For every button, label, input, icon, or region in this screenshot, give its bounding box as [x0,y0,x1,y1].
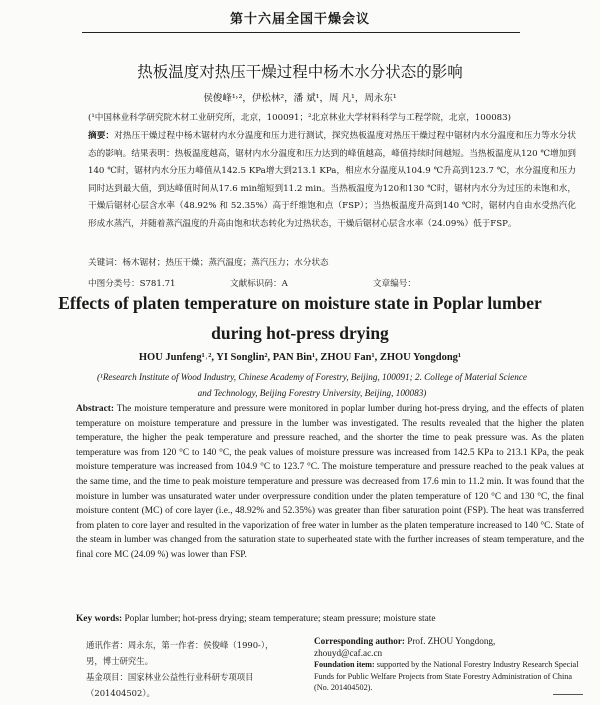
english-keywords-text: Poplar lumber; hot-press drying; steam temperature; steam pressure; moisture state [122,614,436,624]
footnote-line4: （201404502）。 [86,688,155,698]
english-title-line2: during hot-press drying [211,323,389,343]
document-code: 文献标识码：A [230,279,288,289]
running-header: 第十六届全国干燥会议 [229,12,370,27]
foundation-label: Foundation item: [314,660,375,670]
header-rule [82,32,520,33]
chinese-title: 热板温度对热压干燥过程中杨木水分状态的影响 [137,63,463,81]
footnote-line2: 男，博士研究生。 [86,656,153,666]
footnote-english [314,636,584,694]
chinese-abstract-label: 摘要： [88,131,115,141]
english-abstract [76,402,584,563]
classification-number: 中图分类号：S781.71 [88,279,176,289]
page-corner-mark [553,694,583,695]
chinese-abstract-text: 对热压干燥过程中杨木锯材内水分温度和压力进行测试，探究热板温度对热压干燥过程中锯材内水分温度和压力等水分状态的影响。结果表明：热板温度越高，锯材内水分温度和压力达到的峰值越高，峰值持续时间越短。当热板温度从120 ℃增加到140 ℃时，锯材内水分压力峰值从142.5 KPa增大到213.1 KPa，相应水分温度从104.9 ℃升高到123.7 ℃，水分温度和压力同时达到最大值，到达峰值时间从17.6 min缩短到11.2 min。当热板温度为120和130 ℃时，锯材内水分为过压的未饱和水，干燥后锯材心层含水率（48.92% 和 52.35%）高于纤维饱和点（FSP）；当热板温度升高到140 ℃时，锯材内自由水受热汽化形成水蒸汽，并随着蒸汽温度的升高由饱和状态转化为过热状态，干燥后锯材心层含水率（24.09%）低于FSP。 [88,131,576,229]
article-number: 文章编号： [373,279,416,289]
chinese-keywords: 关键词：杨木锯材；热压干燥；蒸汽温度；蒸汽压力；水分状态 [88,258,329,268]
english-keywords [76,614,584,624]
english-title-line1: Effects of platen temperature on moisture state in Poplar lumber [58,293,542,313]
corresponding-text: Prof. ZHOU Yongdong, [404,636,496,646]
chinese-abstract [88,128,576,234]
footnote-line1: 通讯作者：周永东，第一作者：侯俊峰（1990-）， [86,640,274,650]
foundation-block [314,660,578,692]
english-keywords-label: Key words: [76,614,123,624]
english-abstract-label: Abstract: [76,404,115,414]
corresponding-label: Corresponding author: [314,636,405,646]
corresponding-email[interactable]: zhouyd@caf.ac.cn [314,647,383,658]
footnote-line3: 基金项目：国家林业公益性行业科研专项项目 [86,672,254,682]
english-affiliation: (¹Research Institute of Wood Industry, Chinese Academy of Forestry, Beijing, 100091; 2. College of Material Science and Technology, Beijing Forestry University, Beijing, 100083) [97,372,527,398]
chinese-affiliation: (¹中国林业科学研究院木材工业研究所，北京，100091；²北京林业大学材料科学与工程学院，北京，100083) [88,113,511,123]
footnote-chinese [86,637,296,701]
chinese-authors: 侯俊峰¹˒²，伊松林²，潘 斌¹，周 凡¹，周永东¹ [203,93,397,104]
english-abstract-text: The moisture temperature and pressure were monitored in poplar lumber during hot-press drying, and the effects of platen temperature on moisture temperature and pressure in the lumber was investigated. The results revealed that the higher the platen temperature, the higher the peak temperature and pressure reached, and the shorter the time to peak pressure was. As the platen temperature was from 120 °C to 140 °C, the peak values of moisture pressure was increased from 142.5 KPa to 213.1 KPa, the peak moisture temperature was increased from 104.9 °C to 123.7 °C. The moisture temperature and pressure reached to the peak values at the same time, and the time to peak moisture temperature and pressure was decreased from 17.6 min to 11.2 min. It was found that the moisture in lumber was unsaturated water under overpressure condition under the platen temperature of 120 °C and 130 °C, the final moisture content (MC) of core layer (i.e., 48.92% and 52.35%) was greater than fiber saturation point (FSP). The heat was transferred from platen to core layer and resulted in the vaporization of free water in lumber as the platen temperature increased to 140 °C. State of the steam in lumber was changed from the saturation state to superheated state with the further increases of steam temperature, and the final core MC (24.09 %) was lower than FSP. [76,404,584,560]
english-authors: HOU Junfeng¹˒², YI Songlin², PAN Bin¹, ZHOU Fan¹, ZHOU Yongdong¹ [138,352,462,363]
foundation-text: supported by the National Forestry Industry Research Special Funds for Public Welfare Projects from State Forestry Administration of China (No. 201404502). [314,660,579,693]
